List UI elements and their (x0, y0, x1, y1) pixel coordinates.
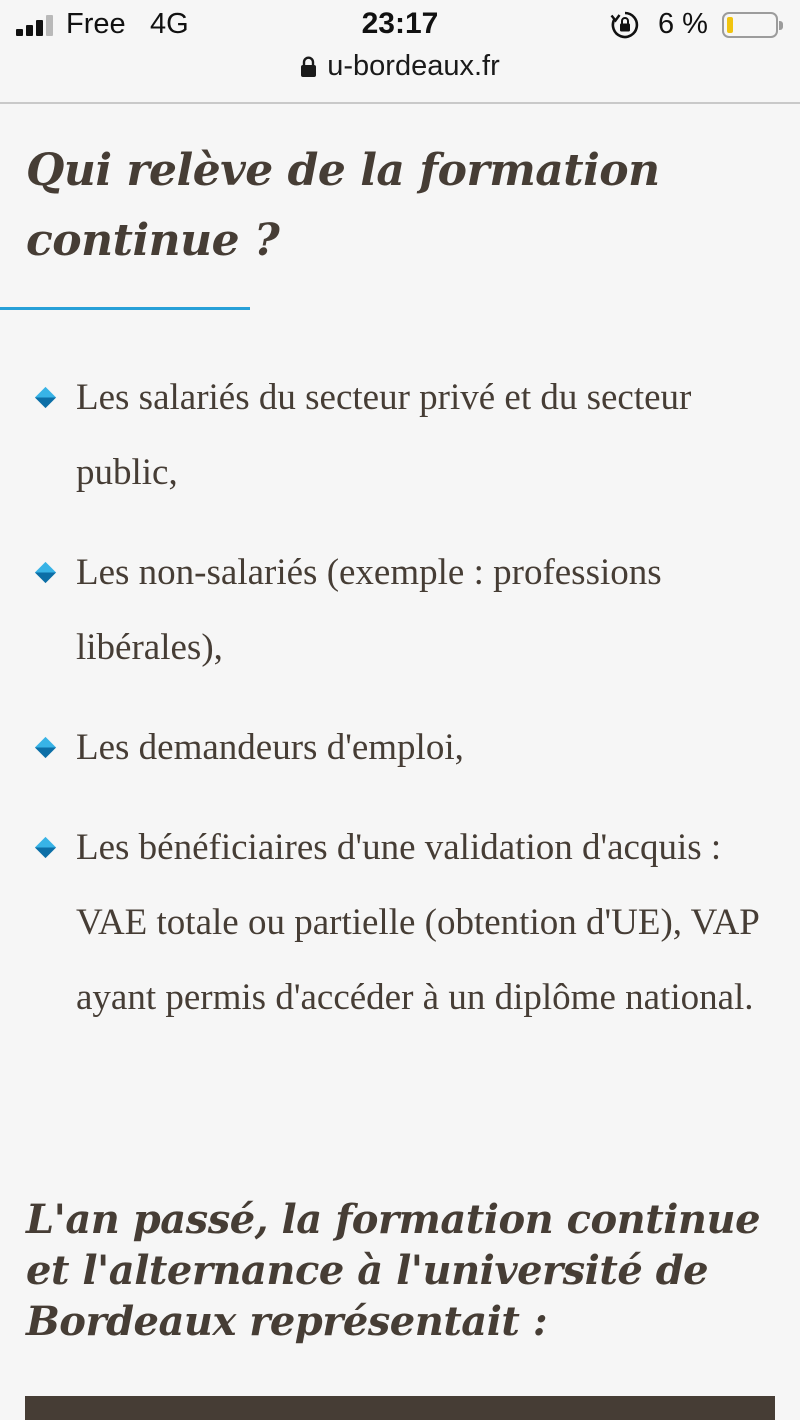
list-item-text: Les salariés du secteur privé et du secteur public, (76, 377, 692, 493)
carrier-name: Free (66, 8, 126, 40)
rotation-lock-icon (610, 10, 640, 40)
stats-heading: L'an passé, la formation continue et l'alternance à l'université de Bordeaux représentait : (26, 1196, 761, 1345)
diamond-bullet-icon (35, 387, 56, 408)
url-text[interactable]: u-bordeaux.fr (327, 50, 500, 82)
list-item-text: Les bénéficiaires d'une validation d'acquis : VAE totale ou partielle (obtention d'UE), VAP ayant permis d'accéder à un diplôme national. (76, 827, 759, 1018)
diamond-bullet-icon (35, 562, 56, 583)
list-item (0, 360, 800, 510)
battery-icon (722, 12, 778, 38)
list-item (0, 535, 800, 685)
clock: 23:17 (361, 7, 439, 40)
diamond-bullet-icon (35, 737, 56, 758)
padlock-icon (300, 56, 317, 78)
network-type: 4G (150, 8, 189, 40)
list-item (0, 710, 800, 785)
section-heading: Qui relève de la formation continue ? (26, 145, 660, 266)
stats-banner (25, 1396, 775, 1420)
eligibility-list (0, 360, 800, 1060)
address-bar[interactable] (0, 44, 800, 104)
list-item-text: Les demandeurs d'emploi, (76, 727, 464, 768)
list-item-text: Les non-salariés (exemple : professions libérales), (76, 552, 662, 668)
diamond-bullet-icon (35, 837, 56, 858)
battery-percent: 6 % (658, 8, 708, 40)
heading-underline (0, 307, 250, 310)
list-item (0, 810, 800, 1035)
